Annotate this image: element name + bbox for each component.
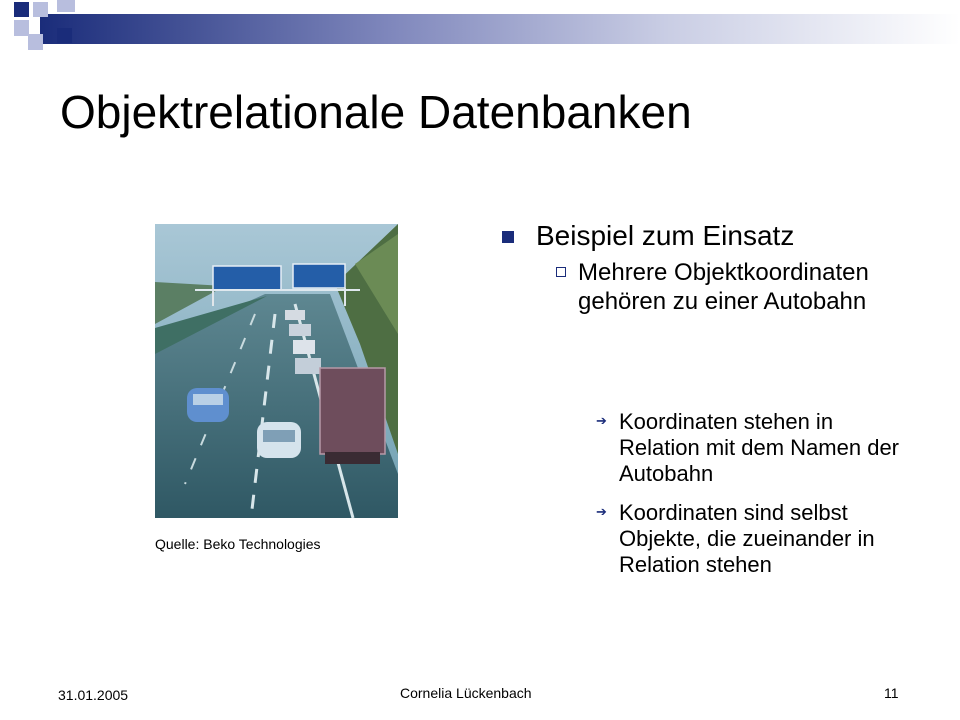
header-square-6 [57,28,72,43]
header-square-3 [57,0,75,12]
hollow-square-bullet-icon [556,267,566,277]
header-gradient-bar [40,14,960,44]
footer-author: Cornelia Lückenbach [400,685,532,701]
image-source-caption: Quelle: Beko Technologies [155,536,321,552]
square-bullet-icon [502,231,514,243]
header-square-1 [14,2,29,17]
slide-title: Objektrelationale Datenbanken [60,86,692,138]
bullet-level3-text: Koordinaten stehen in Relation mit dem Namen der Autobahn [619,409,900,486]
header-decoration [0,0,960,60]
arrow-right-icon: ➔ [596,504,607,519]
arrow-right-icon: ➔ [596,413,607,428]
footer-date: 31.01.2005 [58,687,129,703]
bullet-level2-text: Mehrere Objektkoordinaten gehören zu einer Autobahn [578,259,869,315]
header-square-2 [33,2,48,17]
header-square-5 [28,34,43,50]
highway-photo [155,224,398,518]
header-square-4 [14,20,29,36]
bullet-level3-text: Koordinaten sind selbst Objekte, die zueinander in Relation stehen [619,500,875,577]
footer-page-number: 11 [884,685,899,701]
bullet-level1-text: Beispiel zum Einsatz [536,220,795,251]
